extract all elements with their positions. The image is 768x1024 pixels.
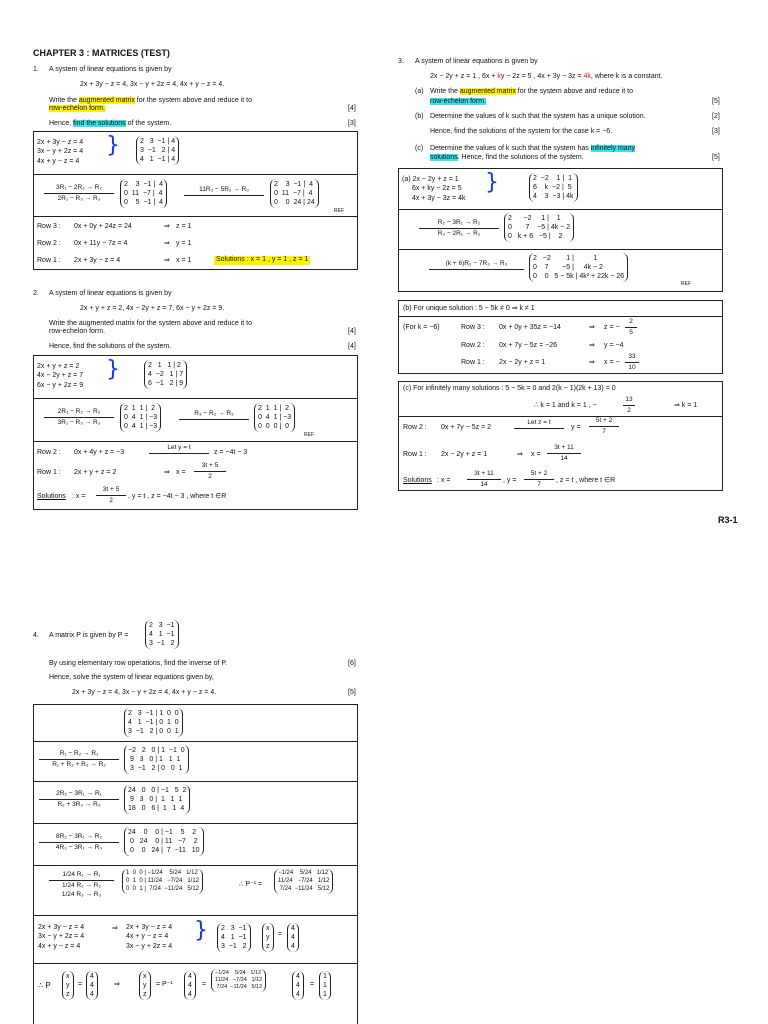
q4-number: 4.: [33, 632, 39, 639]
q1-matrix-2: 2 3 −1 | 4 0 11 −7 | 4 0 5 −1 | 4: [120, 179, 167, 208]
q3-c-line2: ∴ k = 1 and k = 1 , −: [534, 402, 597, 409]
q3-b-row1-res: x = −: [604, 359, 620, 366]
q3-c-sol-mid: , y =: [503, 477, 517, 484]
q3-mark-b2: [3]: [712, 128, 720, 135]
q2-number: 2.: [33, 290, 39, 297]
implies-icon: ⇒: [164, 223, 170, 230]
q4-final-rhs2: 4 4 4: [184, 971, 196, 1000]
q3-number: 3.: [398, 58, 404, 65]
q3-c-box: [398, 381, 723, 491]
q3-part-a: Write the augmented matrix for the system above and reduce it to: [430, 88, 633, 95]
q2-sol-label: Solutions: [37, 493, 66, 500]
q2-sol-pre: : x =: [72, 493, 86, 500]
q3-b-head: (b) For unique solution : 5 − 5k ≠ 0 ⇒ k ≠ 1: [403, 305, 535, 312]
q3-c-row2-label: Row 2 :: [403, 424, 427, 431]
q4-matrix-0: 2 3 −1 | 1 0 0 4 1 −1 | 0 1 0 3 −1 2 | 0 0 1: [124, 708, 183, 737]
q3-system: (a) 2x − 2y + z = 1 6x + ky − 2z = 5 4x + 3y − 3z = 4k: [402, 176, 466, 202]
q4-pinv-label: ∴ P⁻¹ =: [239, 881, 263, 888]
implies-icon: ⇒: [164, 469, 170, 476]
q2-part-a-line2: row-echelon form.: [49, 328, 106, 335]
q2-row2-label: Row 2 :: [37, 449, 61, 456]
q2-row2-res: z = −4t − 3: [214, 449, 248, 456]
q3-op2: (k + 6)R₂ − 7R₃ → R₃: [429, 260, 524, 271]
q1-stem: A system of linear equations is given by: [49, 66, 172, 73]
q4-mark2: [5]: [348, 689, 356, 696]
q3-c-row1-res: x =: [531, 451, 541, 458]
q3-op1: R₂ − 3R₁ → R₂ R₃ − 2R₁ → R₂: [419, 219, 499, 239]
ref-label: REF: [681, 281, 691, 287]
q2-sol-post: , y = t , z = −4t − 3 , where t ∈R: [128, 493, 227, 500]
q4-final-result: 1 1 1: [319, 971, 331, 1000]
q4-line1: By using elementary row operations, find the inverse of P.: [49, 660, 228, 667]
q1-augmented-matrix: 2 3 −1 | 4 3 −1 2 | 4 4 1 −1 | 4: [136, 136, 179, 165]
q3-part-a-line2: row-echelon form.: [430, 98, 487, 105]
q4-final-pinv: −1/24 5/24 1/12 11/24 −7/24 1/12 7/24 −11/24 5/12: [211, 969, 266, 992]
implies-icon: ⇒: [589, 324, 595, 331]
q2-op2: R₃ − R₂ → R₃: [179, 410, 249, 421]
q3-a-box: [398, 168, 723, 292]
q2-row2-let: Let y = t: [149, 444, 209, 455]
q3-b-row3-res: z = −: [604, 324, 620, 331]
q3-part-c: Determine the values of k such that the system has infinitely many: [430, 145, 636, 152]
q1-op1: 3R₁ − 2R₂ → R₂ 2R₁ − R₃ → R₃: [44, 184, 114, 204]
q3-c-row2-let: Let z = t: [514, 419, 564, 430]
q3-part-b: Determine the values of k such that the system has a unique solution.: [430, 113, 646, 120]
q3-c-row1-eq: 2x − 2y + z = 1: [441, 451, 488, 458]
q3-c-label: (c): [415, 145, 424, 152]
q3-c-result: ⇒ k = 1: [674, 402, 698, 409]
q2-solution-box: [33, 355, 358, 510]
q3-b-row1-label: Row 1 :: [461, 359, 485, 366]
q1-mark-b: [3]: [348, 120, 356, 127]
q3-mark-a: [5]: [712, 98, 720, 105]
q4-system-right: 2x + 3y − z = 4 4x + y − z = 4 3x − y + 2z = 4: [126, 924, 173, 950]
q3-part-c-line2: solutions. Hence, find the solutions of the system.: [430, 154, 584, 161]
q3-b-label: (b): [415, 113, 424, 120]
q3-b-row1-eq: 2x − 2y + z = 1: [499, 359, 546, 366]
q3-c-row1-frac: 3t + 11 14: [547, 444, 581, 464]
q4-final-pre: ∴ P: [38, 981, 51, 990]
q3-mark-b: [2]: [712, 113, 720, 120]
q1-row1-label: Row 1 :: [37, 257, 61, 264]
q3-c-frac: 13 2: [623, 396, 635, 416]
q3-c-sol-frac2: 5t + 2 7: [524, 470, 554, 490]
q2-system: 2x + y + z = 2 4x − 2y + z = 7 6x − y + 2z = 9: [37, 363, 84, 389]
q3-b-row3-label: Row 3 :: [461, 324, 485, 331]
q1-solution-box: [33, 131, 358, 270]
q1-part-a: Write the augmented matrix for the system above and reduce it to: [49, 97, 252, 104]
q2-augmented-matrix: 2 1 1 | 2 4 −2 1 | 7 6 −1 2 | 9: [144, 360, 187, 389]
q3-c-row2-eq: 0x + 7y − 5z = 2: [441, 424, 492, 431]
q3-part-b-line2: Hence, find the solutions of the system for the case k = −6.: [430, 128, 613, 135]
brace-icon: }: [106, 133, 120, 158]
implies-icon: ⇒: [164, 240, 170, 247]
q2-row1-frac: 3t + 5 2: [194, 462, 226, 482]
q4-matrix-2: 24 0 0 | −1 5 2 9 3 0 | 1 1 1 18 0 6 | 1 1 4: [124, 785, 190, 814]
ref-label: REF: [304, 432, 314, 438]
q3-b-case: (For k = −6): [403, 324, 440, 331]
q3-c-sol-frac1: 3t + 11 14: [467, 470, 501, 490]
q2-part-a: Write the augmented matrix for the system above and reduce it to: [49, 320, 252, 327]
implies-icon: ⇒: [164, 257, 170, 264]
q4-op2: 2R₂ − 3R₁ → R₁ R₂ + 3R₃ → R₃: [39, 790, 119, 810]
implies-icon: ⇒: [589, 359, 595, 366]
implies-icon: ⇒: [517, 451, 523, 458]
q4-final-xyz: x y z: [62, 971, 74, 1000]
q2-mark-b: [4]: [348, 343, 356, 350]
q4-line2: Hence, solve the system of linear equations given by,: [49, 674, 214, 681]
q4-final-eq: =: [202, 981, 207, 988]
q3-b-row2-eq: 0x + 7y − 5z = −26: [499, 342, 557, 349]
q4-xyz: x y z: [262, 923, 274, 952]
q4-stem: A matrix P is given by P =: [49, 632, 129, 639]
q4-op1: R₁ − R₂ → R₁ R₁ + R₂ + R₃ → R₂: [39, 750, 119, 770]
q4-matrix-1: −2 2 0 | 1 −1 0 9 3 0 | 1 1 1 3 −1 2 | 0 0 1: [124, 745, 189, 774]
q4-matrix-3: 24 0 0 | −1 5 2 0 24 0 | 11 −7 2 0 0 24 | 7 −11 10: [124, 827, 204, 856]
q4-final-rhs3: 4 4 4: [292, 971, 304, 1000]
q1-row2-res: y = 1: [176, 240, 192, 247]
q3-b-row1-frac: 33 10: [625, 353, 639, 373]
q2-row1-eq: 2x + y + z = 2: [74, 469, 117, 476]
implies-icon: ⇒: [112, 925, 118, 932]
q1-solutions: Solutions : x = 1 , y = 1 , z = 1: [216, 256, 309, 263]
brace-icon: }: [485, 170, 499, 195]
q2-sol-frac: 3t + 5 2: [96, 486, 126, 506]
page-ref: R3-1: [718, 515, 738, 525]
q4-rhs: 4 4 4: [287, 923, 299, 952]
q2-equations: 2x + y + z = 2, 4x − 2y + z = 7, 6x − y + 2z = 9.: [80, 305, 225, 312]
q1-part-a-line2: row-echelon form.: [49, 105, 106, 112]
q4-matrix-4: 1 0 0 | −1/24 5/24 1/12 0 1 0 | 11/24 −7/24 1/12 0 0 1 | 7/24 −11/24 5/12: [122, 869, 203, 894]
q3-c-head: (c) For infinitely many solutions : 5 − 5k = 0 and 2(k − 1)(2k + 13) = 0: [403, 385, 616, 392]
q2-row1-label: Row 1 :: [37, 469, 61, 476]
q3-c-sol-post: , z = t , where t ∈R: [556, 477, 616, 484]
equals-sign: =: [310, 981, 315, 988]
q3-b-box: [398, 300, 723, 374]
q1-equations: 2x + 3y − z = 4, 3x − y + 2z = 4, 4x + y − z = 4.: [80, 81, 225, 88]
q2-row1-res: x =: [176, 469, 186, 476]
brace-icon: }: [194, 918, 208, 943]
q4-mark1: [6]: [348, 660, 356, 667]
implies-icon: ⇒: [589, 342, 595, 349]
q4-final-arrow: ⇒: [114, 981, 120, 988]
q1-row3-res: z = 1: [176, 223, 192, 230]
ref-label: REF: [334, 208, 344, 214]
q4-final-rhs: 4 4 4: [86, 971, 98, 1000]
q3-b-row3-eq: 0x + 0y + 35z = −14: [499, 324, 561, 331]
q3-c-row2-res: y =: [571, 424, 581, 431]
q2-matrix-2: 2 1 1 | 2 0 4 1 | −3 0 4 1 | −3: [120, 403, 161, 432]
q3-c-sol-pre: : x =: [437, 477, 451, 484]
brace-icon: }: [106, 357, 120, 382]
q2-op1: 2R₁ − R₂ → R₂ 3R₁ − R₃ → R₃: [44, 408, 114, 428]
q2-row2-eq: 0x + 4y + z = −3: [74, 449, 125, 456]
q4-solution-box: [33, 704, 358, 1024]
q4-system-left: 2x + 3y − z = 4 3x − y + 2z = 4 4x + y − z = 4: [38, 924, 85, 950]
q2-matrix-3: 2 1 1 | 2 0 4 1 | −3 0 0 0 | 0: [254, 403, 295, 432]
q3-augmented-matrix: 2 −2 1 | 1 6 k −2 | 5 4 3 −3 | 4k: [529, 173, 578, 202]
q1-row3-label: Row 3 :: [37, 223, 61, 230]
q3-c-row2-frac: 5t + 2 7: [589, 417, 619, 437]
q1-part-b: Hence, find the solutions of the system.: [49, 120, 172, 127]
q3-matrix-2: 2 −2 1 | 1 0 7 −5 | 4k − 2 0 k + 6 −5 | 2: [504, 213, 574, 242]
equals-sign: =: [278, 931, 283, 938]
q4-coef-matrix: 2 3 −1 4 1 −1 3 −1 2: [217, 923, 251, 952]
q2-stem: A system of linear equations is given by: [49, 290, 172, 297]
q4-equations: 2x + 3y − z = 4, 3x − y + 2z = 4, 4x + y − z = 4.: [72, 689, 217, 696]
q4-matrix-P: 2 3 −1 4 1 −1 3 −1 2: [145, 620, 179, 649]
q1-mark-a: [4]: [348, 105, 356, 112]
q4-final-xyz2: x y z: [139, 971, 151, 1000]
q3-c-sol-label: Solutions: [403, 477, 432, 484]
q2-mark-a: [4]: [348, 328, 356, 335]
q3-mark-c: [5]: [712, 154, 720, 161]
q1-row2-label: Row 2 :: [37, 240, 61, 247]
equals-sign: =: [78, 981, 83, 988]
q1-row2-eq: 0x + 11y − 7z = 4: [74, 240, 128, 247]
q1-number: 1.: [33, 66, 39, 73]
q4-op4: 1/24 R₁ → R₁ 1/24 R₂ → R₂ 1/24 R₃ → R₃: [49, 871, 114, 899]
q2-part-b: Hence, find the solutions of the system.: [49, 343, 172, 350]
q3-a-label: (a): [415, 88, 424, 95]
q3-stem: A system of linear equations is given by: [415, 58, 538, 65]
q3-b-row2-label: Row 2 :: [461, 342, 485, 349]
q1-row1-res: x = 1: [176, 257, 192, 264]
q3-matrix-3: 2 −2 1 | 1 0 7 −5 | 4k − 2 0 0 5 − 5k | 4k² + 22k − 26: [529, 253, 628, 282]
q4-op3: 8R₂ − 3R₁ → R₂ 4R₃ − 3R₁ → R₃: [39, 833, 119, 853]
q4-pinv: −1/24 5/24 1/12 11/24 −7/24 1/12 7/24 −11/24 5/12: [274, 869, 333, 894]
q3-b-row3-frac: 2 5: [625, 318, 637, 338]
q1-row1-eq: 2x + 3y − z = 4: [74, 257, 121, 264]
q1-matrix-3: 2 3 −1 | 4 0 11 −7 | 4 0 0 24 | 24: [270, 179, 319, 208]
q3-c-row1-label: Row 1 :: [403, 451, 427, 458]
page-title: CHAPTER 3 : MATRICES (TEST): [33, 48, 170, 58]
q1-op2: 11R₃ − 5R₂ → R₃: [184, 186, 264, 197]
q4-final-mid: = P⁻¹: [156, 981, 173, 988]
q3-equations: 2x − 2y + z = 1 , 6x + ky − 2z = 5 , 4x + 3y − 3z = 4k, where k is a constant.: [430, 73, 663, 80]
q3-b-row2-res: y = −4: [604, 342, 624, 349]
q1-system: 2x + 3y − z = 4 3x − y + 2z = 4 4x + y − z = 4: [37, 139, 84, 165]
q1-row3-eq: 0x + 0y + 24z = 24: [74, 223, 132, 230]
